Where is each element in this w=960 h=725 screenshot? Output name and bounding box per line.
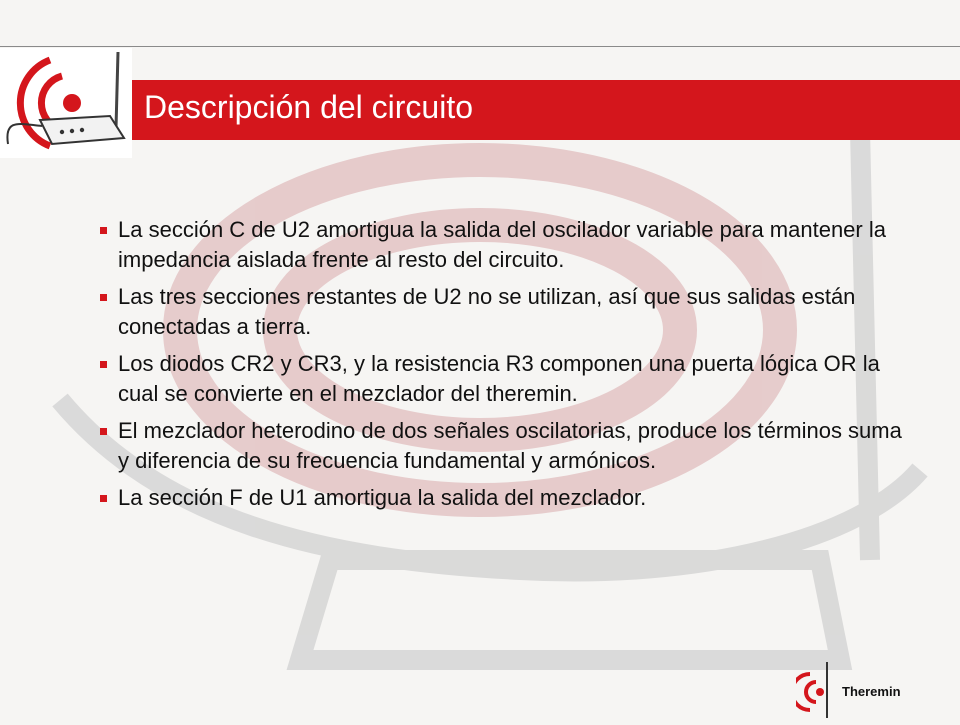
- slide-content: [100, 215, 910, 520]
- square-bullet-icon: [100, 495, 107, 502]
- bullet-item: [100, 282, 910, 342]
- square-bullet-icon: [100, 361, 107, 368]
- top-rule: [0, 46, 960, 47]
- bullet-item: [100, 349, 910, 409]
- bullet-item: [100, 215, 910, 275]
- footer-logo-icon: [796, 660, 832, 720]
- bullet-text: La sección F de U1 amortigua la salida del mezclador.: [118, 485, 647, 510]
- bullet-text: La sección C de U2 amortigua la salida del oscilador variable para mantener la impedancia aislada frente al resto del circuito.: [118, 217, 886, 272]
- square-bullet-icon: [100, 294, 107, 301]
- bullet-text: El mezclador heterodino de dos señales oscilatorias, produce los términos suma y diferencia de su frecuencia fundamental y armónicos.: [118, 418, 902, 473]
- theremin-antenna-logo-icon: [0, 48, 132, 158]
- footer-label: Theremin: [842, 684, 901, 699]
- slide-title: Descripción del circuito: [144, 89, 474, 125]
- bullet-item: [100, 483, 910, 513]
- bullet-text: Las tres secciones restantes de U2 no se utilizan, así que sus salidas están conectadas a tierra.: [118, 284, 856, 339]
- bullet-text: Los diodos CR2 y CR3, y la resistencia R3 componen una puerta lógica OR la cual se convierte en el mezclador del theremin.: [118, 351, 880, 406]
- bullet-item: [100, 416, 910, 476]
- square-bullet-icon: [100, 227, 107, 234]
- square-bullet-icon: [100, 428, 107, 435]
- bullet-list: [100, 215, 910, 513]
- title-banner: [132, 80, 960, 140]
